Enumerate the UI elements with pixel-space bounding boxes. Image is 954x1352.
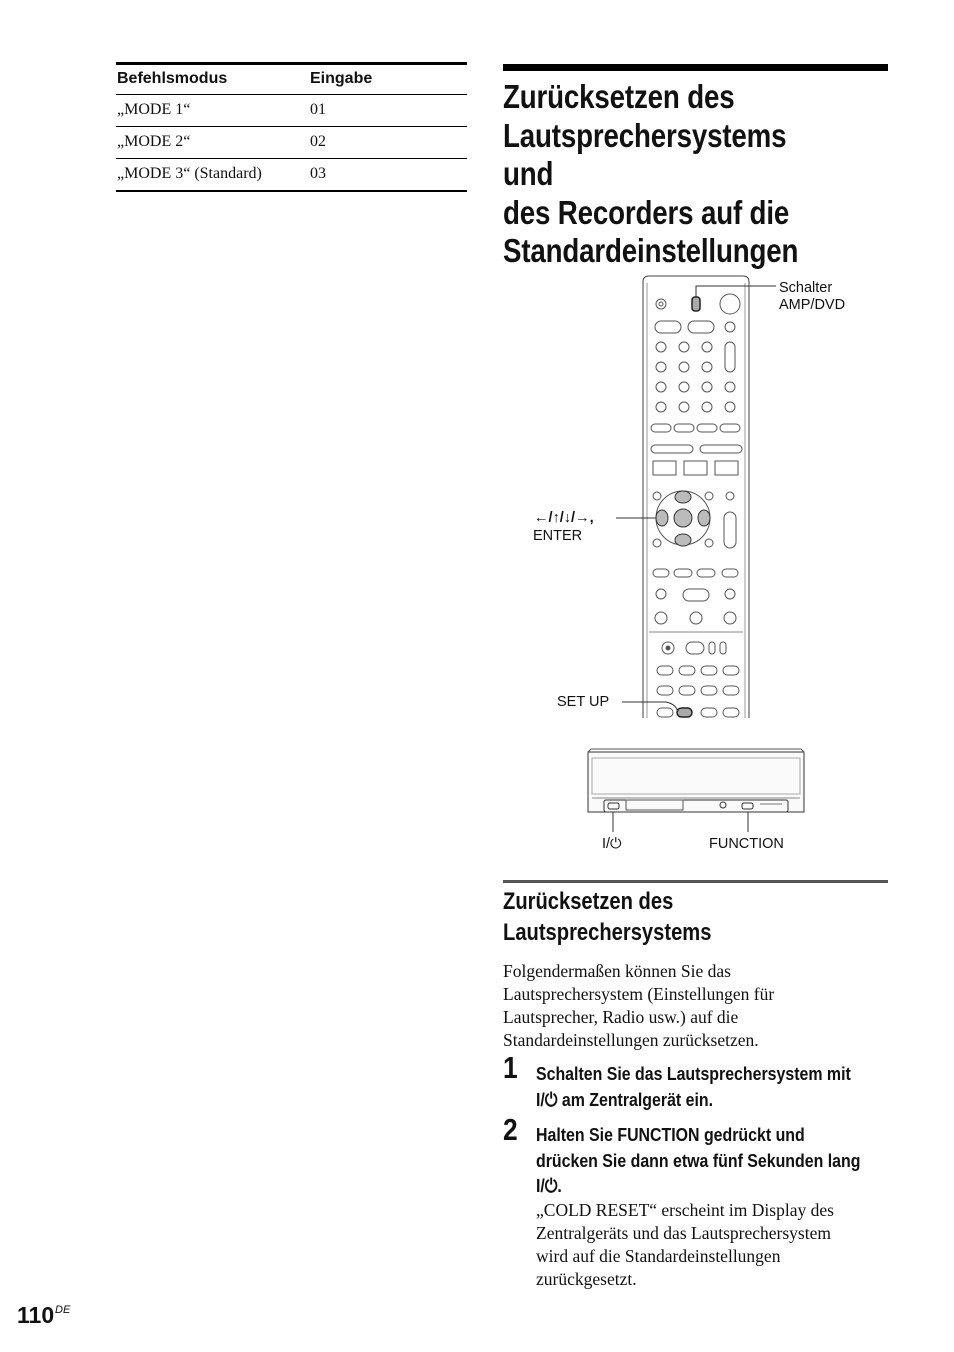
column-header: Eingabe (309, 64, 467, 95)
setup-label: SET UP (557, 694, 610, 710)
title-line: Standardeinstellungen (503, 232, 799, 269)
section-title (503, 886, 772, 948)
step-note (536, 1199, 876, 1291)
text-line: Halten Sie FUNCTION gedrückt und (536, 1124, 805, 1145)
table-header-row (116, 64, 467, 95)
section-rule (503, 880, 888, 883)
amp-dvd-switch (692, 297, 700, 311)
text-line: wird auf die Standardeinstellungen (536, 1246, 781, 1266)
page-number: 110 (17, 1302, 55, 1328)
table-row (116, 95, 467, 127)
text-line: zurückgesetzt. (536, 1269, 637, 1289)
step-number: 1 (503, 1050, 518, 1085)
title-line: Lautsprechersystems (503, 919, 712, 946)
text-line: I/⏻ am Zentralgerät ein. (536, 1088, 714, 1110)
main-unit-illustration (588, 749, 804, 832)
enter-label: ENTER (533, 528, 583, 544)
text-line: Standardeinstellungen zurücksetzen. (503, 1030, 759, 1050)
table-cell: 03 (309, 159, 467, 192)
step-instruction (536, 1061, 897, 1112)
text-line: Schalten Sie das Lautsprechersystem mit (536, 1063, 851, 1084)
table-cell: „MODE 2“ (116, 127, 309, 159)
text-line: Zentralgeräts und das Lautsprechersystem (536, 1223, 831, 1243)
title-line: Zurücksetzen des (503, 888, 674, 915)
text-line: Folgendermaßen können Sie das (503, 961, 731, 981)
table-cell: 01 (309, 95, 467, 127)
function-button-label: FUNCTION (709, 836, 784, 852)
setup-button (677, 708, 692, 717)
intro-paragraph (503, 960, 833, 1052)
table-row (116, 127, 467, 159)
column-header: Befehlsmodus (116, 64, 309, 95)
mode-table (116, 62, 467, 192)
text-line: Lautsprechersystem (Einstellungen für (503, 984, 775, 1004)
text-line: I/⏻. (536, 1175, 562, 1196)
step-number: 2 (503, 1112, 518, 1147)
arrow-keys-label: ←/↑/↓/→, (534, 510, 594, 526)
step-instruction (536, 1122, 897, 1199)
remote-control-illustration (616, 276, 776, 718)
label-line: AMP/DVD (779, 297, 846, 313)
amp-dvd-switch-label (779, 280, 845, 314)
title-line: Zurücksetzen des (503, 78, 735, 115)
text-line: „COLD RESET“ erscheint im Display des (536, 1200, 834, 1220)
text-line: drücken Sie dann etwa fünf Sekunden lang (536, 1149, 861, 1171)
page-language-code: DE (55, 1304, 71, 1316)
title-line: des Recorders auf die (503, 193, 790, 231)
text-line: Lautsprecher, Radio usw.) auf die (503, 1007, 739, 1027)
heading-rule (503, 64, 888, 71)
page-title (503, 78, 839, 271)
table-cell: „MODE 1“ (116, 95, 309, 127)
table-row (116, 159, 467, 192)
title-line: Lautsprechersystems und (503, 116, 787, 192)
table-cell: „MODE 3“ (Standard) (116, 159, 309, 192)
table-cell: 02 (309, 127, 467, 159)
power-button-label: I/⏻ (602, 836, 622, 852)
label-line: Schalter (779, 280, 833, 296)
